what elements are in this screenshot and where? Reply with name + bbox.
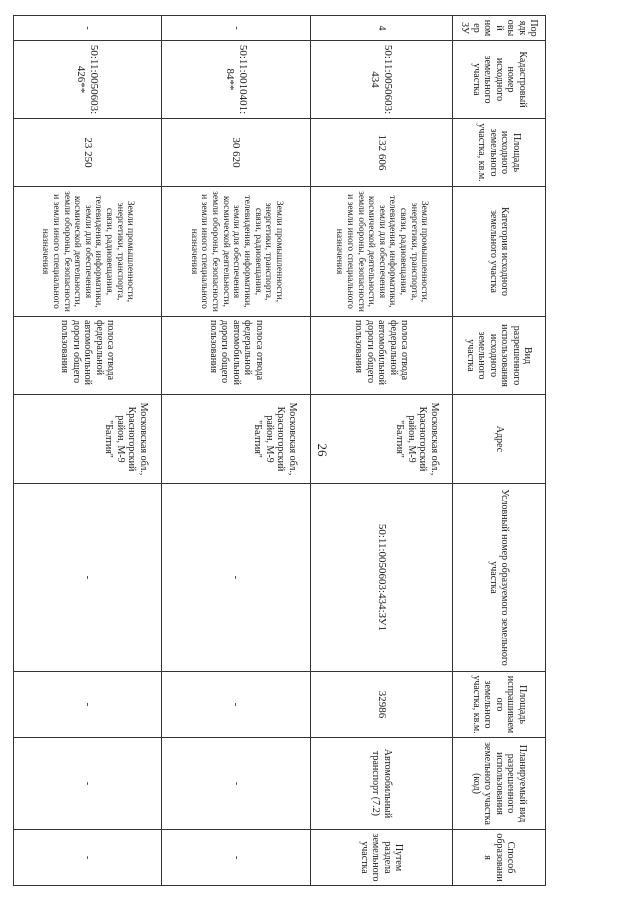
cell-cond-num: - [162, 484, 311, 672]
rotated-table-container [40, 15, 546, 885]
cell-planned-use: - [14, 738, 162, 830]
header-address: Адрес [453, 395, 546, 484]
cell-area: 132 606 [311, 119, 453, 187]
cell-num: - [162, 16, 311, 41]
header-cadastral: Кадастровый номер исходного земельного участка [453, 41, 546, 119]
header-planned-use: Планируемый вид разрешенного использования земельного участка (код) [453, 738, 546, 830]
cell-req-area: 32986 [311, 672, 453, 738]
cell-num: 4 [311, 16, 453, 41]
cell-num: - [14, 16, 162, 41]
header-cond-num: Условный номер образуемого земельного участка [453, 484, 546, 672]
cell-cond-num: 50:11:0050603:434:ЗУ1 [311, 484, 453, 672]
cell-req-area: - [14, 672, 162, 738]
cell-area: 30 620 [162, 119, 311, 187]
cell-category: Земли промышленности, энергетики, транспорта, связи, радиовещания, телевидения, информатики, земли для обеспечения космической деятельности, земли обороны, безопасности и земли иного специального назначения [14, 187, 162, 317]
table-row [311, 16, 453, 886]
cell-method: Путем раздела земельного участка [311, 830, 453, 886]
cell-category: Земли промышленности, энергетики, транспорта, связи, радиовещания, телевидения, информатики, земли для обеспечения космической деятельности, земли обороны, безопасности и земли иного специального назначения [311, 187, 453, 317]
header-category: Категория исходного земельного участка [453, 187, 546, 317]
cell-area: 23 250 [14, 119, 162, 187]
land-plots-table [13, 15, 546, 886]
cell-cadastral: 50:11:0010401:84** [162, 41, 311, 119]
header-row [453, 16, 546, 886]
header-num: Порядковый номер ЗУ [453, 16, 546, 41]
header-method: Способ образования [453, 830, 546, 886]
cell-address: Московская обл., Красногорский район, М-9 "Балтия" [14, 395, 162, 484]
table-row [162, 16, 311, 886]
page-number: 26 [315, 443, 330, 457]
cell-use: полоса отвода федеральной автомобильной дороги общего пользования [311, 317, 453, 395]
cell-cadastral: 50:11:0050603:434 [311, 41, 453, 119]
cell-method: - [162, 830, 311, 886]
header-area: Площадь исходного земельного участка, кв.м. [453, 119, 546, 187]
header-req-area: Площадь испрашиваемого земельного участка, кв.м. [453, 672, 546, 738]
cell-use: полоса отвода федеральной автомобильной дороги общего пользования [162, 317, 311, 395]
cell-cadastral: 50:11:0050603:426** [14, 41, 162, 119]
cell-planned-use: Автомобильный транспорт (7.2) [311, 738, 453, 830]
cell-cond-num: - [14, 484, 162, 672]
cell-req-area: - [162, 672, 311, 738]
cell-use: полоса отвода федеральной автомобильной дороги общего пользования [14, 317, 162, 395]
header-use: Вид разрешенного использования исходного земельного участка [453, 317, 546, 395]
cell-method: - [14, 830, 162, 886]
cell-planned-use: - [162, 738, 311, 830]
cell-category: Земли промышленности, энергетики, транспорта, связи, радиовещания, телевидения, информатики, земли для обеспечения космической деятельности, земли обороны, безопасности и земли иного специального назначения [162, 187, 311, 317]
table-row [14, 16, 162, 886]
cell-address: Московская обл., Красногорский район, М-9 "Балтия" [162, 395, 311, 484]
cell-address: Московская обл., Красногорский район, М-9 "Балтия" [311, 395, 453, 484]
